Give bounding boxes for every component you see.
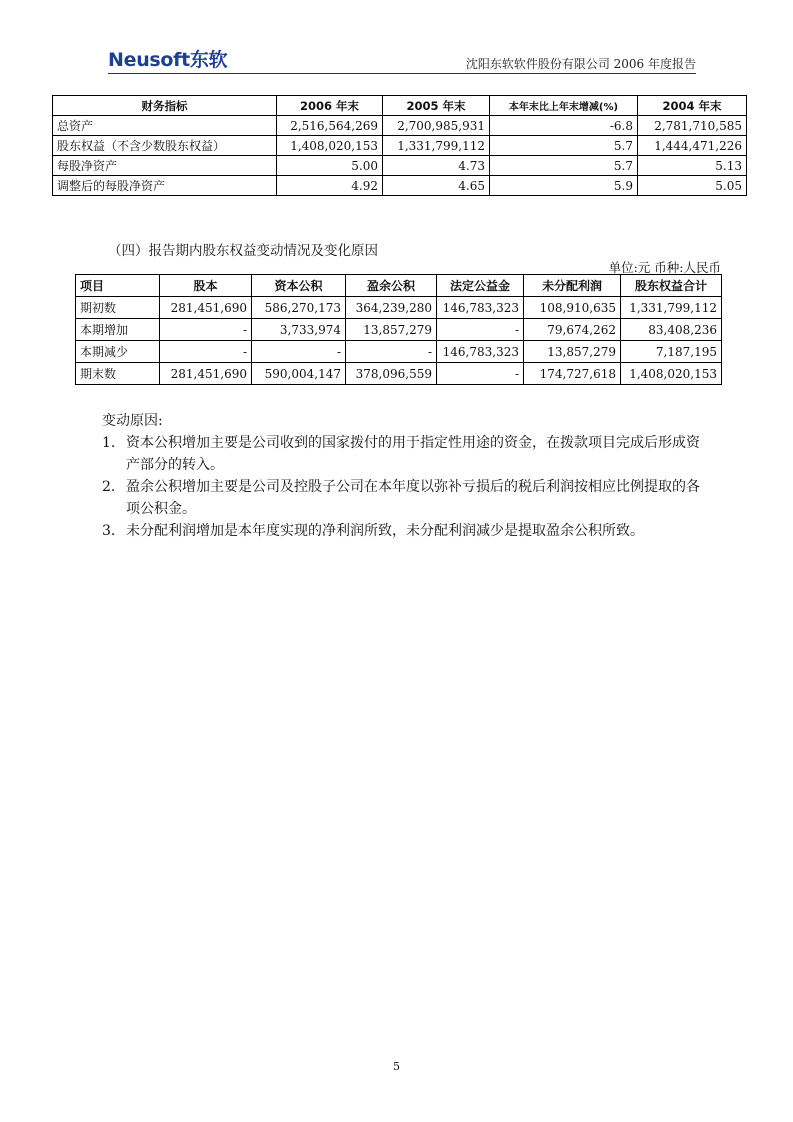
table-cell: 5.7 <box>490 156 638 176</box>
table-cell: 79,674,262 <box>524 319 621 341</box>
table-cell: 83,408,236 <box>621 319 722 341</box>
table-cell: -6.8 <box>490 116 638 136</box>
table-cell: 4.73 <box>383 156 490 176</box>
list-number: 2. <box>102 479 116 495</box>
unit-currency-note: 单位:元 币种:人民币 <box>608 260 721 275</box>
table-cell: 590,004,147 <box>252 363 346 385</box>
table-cell: 5.13 <box>638 156 747 176</box>
list-number: 3. <box>102 523 116 539</box>
page-number: 5 <box>393 1060 400 1073</box>
table-cell: - <box>160 319 252 341</box>
table-header-row <box>53 96 747 116</box>
row-label: 调整后的每股净资产 <box>53 176 277 196</box>
table-cell: 174,727,618 <box>524 363 621 385</box>
table-cell: 2,781,710,585 <box>638 116 747 136</box>
table-cell: 1,331,799,112 <box>621 297 722 319</box>
table-row <box>76 363 722 385</box>
table-row <box>53 116 747 136</box>
table-cell: 13,857,279 <box>524 341 621 363</box>
table-cell: 5.7 <box>490 136 638 156</box>
table-cell: 364,239,280 <box>346 297 437 319</box>
table-cell: 2,700,985,931 <box>383 116 490 136</box>
table-cell: 108,910,635 <box>524 297 621 319</box>
financial-indicators-table <box>52 95 747 196</box>
table-cell: 281,451,690 <box>160 363 252 385</box>
section-title: （四）报告期内股东权益变动情况及变化原因 <box>108 243 378 259</box>
table-cell: 586,270,173 <box>252 297 346 319</box>
row-label: 每股净资产 <box>53 156 277 176</box>
row-label: 总资产 <box>53 116 277 136</box>
report-title: 沈阳东软软件股份有限公司 2006 年度报告 <box>465 57 696 71</box>
reasons-heading: 变动原因: <box>102 413 163 429</box>
table-cell: - <box>346 341 437 363</box>
table-cell: 7,187,195 <box>621 341 722 363</box>
table-cell: - <box>437 363 524 385</box>
table-cell: 5.9 <box>490 176 638 196</box>
table-cell: - <box>252 341 346 363</box>
list-text: 盈余公积增加主要是公司及控股子公司在本年度以弥补亏损后的税后利润按相应比例提取的各项公积金。 <box>126 479 700 517</box>
table-cell: - <box>437 319 524 341</box>
column-header: 股本 <box>160 275 252 297</box>
list-text: 资本公积增加主要是公司收到的国家拨付的用于指定性用途的资金，在拨款项目完成后形成资产部分的转入。 <box>126 435 700 473</box>
column-header: 2005 年末 <box>383 96 490 116</box>
row-label: 期末数 <box>76 363 160 385</box>
table-cell: 13,857,279 <box>346 319 437 341</box>
table-cell: 281,451,690 <box>160 297 252 319</box>
row-label: 本期增加 <box>76 319 160 341</box>
company-logo: Neusoft东软 <box>108 49 228 71</box>
column-header: 盈余公积 <box>346 275 437 297</box>
column-header: 项目 <box>76 275 160 297</box>
table-cell: 378,096,559 <box>346 363 437 385</box>
header-divider <box>108 73 696 74</box>
list-number: 1. <box>102 435 116 451</box>
table-cell: 5.05 <box>638 176 747 196</box>
column-header: 本年末比上年末增减(%) <box>490 96 638 116</box>
row-label: 股东权益（不含少数股东权益） <box>53 136 277 156</box>
table-cell: 2,516,564,269 <box>277 116 383 136</box>
table-row <box>76 319 722 341</box>
table-cell: 1,331,799,112 <box>383 136 490 156</box>
table-cell: 4.92 <box>277 176 383 196</box>
change-reasons <box>102 410 702 542</box>
row-label: 期初数 <box>76 297 160 319</box>
column-header: 未分配利润 <box>524 275 621 297</box>
table-row <box>53 136 747 156</box>
list-item <box>102 520 702 542</box>
table-cell: 5.00 <box>277 156 383 176</box>
table-cell: - <box>160 341 252 363</box>
column-header: 2006 年末 <box>277 96 383 116</box>
table-cell: 1,444,471,226 <box>638 136 747 156</box>
table-cell: 1,408,020,153 <box>277 136 383 156</box>
table-cell: 1,408,020,153 <box>621 363 722 385</box>
column-header: 财务指标 <box>53 96 277 116</box>
table-header-row <box>76 275 722 297</box>
column-header: 资本公积 <box>252 275 346 297</box>
table-cell: 3,733,974 <box>252 319 346 341</box>
list-text: 未分配利润增加是本年度实现的净利润所致，未分配利润减少是提取盈余公积所致。 <box>126 523 644 539</box>
column-header: 法定公益金 <box>437 275 524 297</box>
table-row <box>76 297 722 319</box>
equity-changes-table <box>75 274 722 385</box>
row-label: 本期减少 <box>76 341 160 363</box>
table-row <box>53 176 747 196</box>
table-cell: 146,783,323 <box>437 341 524 363</box>
table-cell: 146,783,323 <box>437 297 524 319</box>
list-item <box>102 432 702 476</box>
table-row <box>53 156 747 176</box>
table-cell: 4.65 <box>383 176 490 196</box>
table-row <box>76 341 722 363</box>
column-header: 2004 年末 <box>638 96 747 116</box>
list-item <box>102 476 702 520</box>
column-header: 股东权益合计 <box>621 275 722 297</box>
